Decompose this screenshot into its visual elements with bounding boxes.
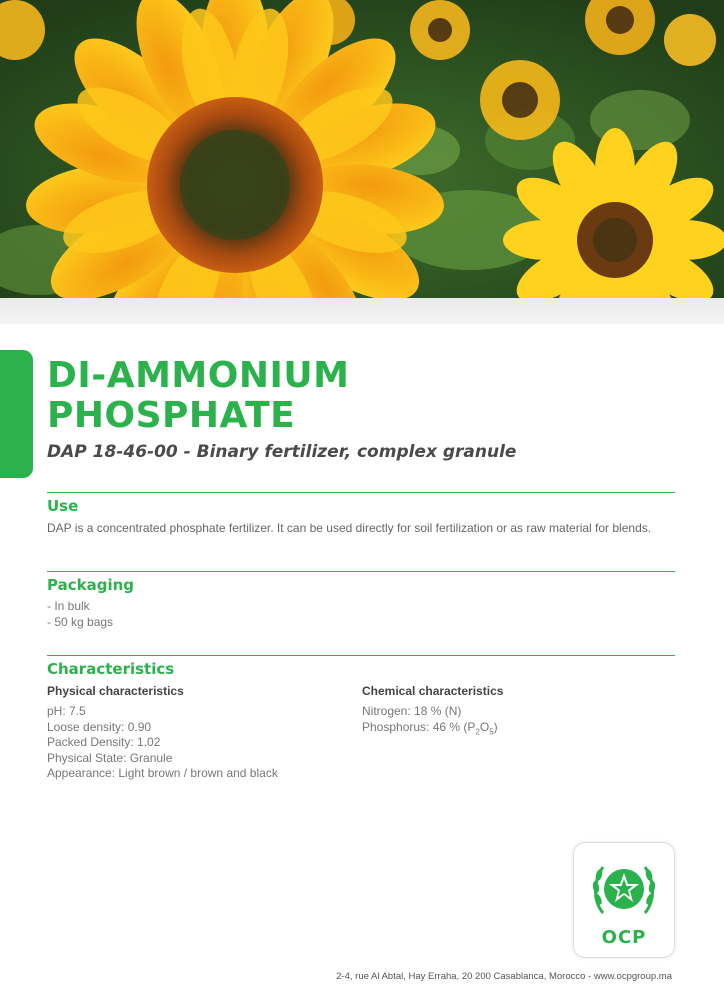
packaging-list [47,599,113,630]
physical-item: Appearance: Light brown / brown and black [47,766,278,780]
product-subtitle: DAP 18-46-00 - Binary fertilizer, complex granule [47,442,517,462]
ocp-logo [573,842,675,958]
chemical-characteristics-heading: Chemical characteristics [362,684,504,698]
phosphorus-subscript: 5 [489,726,494,736]
hero-sunflower-image [0,0,724,300]
use-heading: Use [47,497,79,515]
product-title-line1: DI-AMMONIUM [47,355,350,396]
chemical-item-phosphorus [362,720,498,740]
ocp-logo-text: OCP [601,927,647,948]
physical-characteristics-heading: Physical characteristics [47,684,184,698]
packaging-item: - 50 kg bags [47,614,114,629]
packaging-item: - In bulk [47,599,90,613]
phosphorus-label: Phosphorus: 46 % (P [362,719,476,734]
chemical-item-nitrogen: Nitrogen: 18 % (N) [362,704,462,718]
phosphorus-suffix: ) [493,719,498,734]
section-divider [47,655,675,656]
physical-characteristics-list [47,704,278,782]
physical-item: Loose density: 0.90 [47,719,152,734]
physical-item: Packed Density: 1.02 [47,735,161,749]
section-divider [47,571,675,572]
product-title [47,356,349,436]
ocp-star-wreath-icon [591,855,657,923]
phosphorus-subscript: 2 [475,726,480,736]
product-title-line2: PHOSPHATE [47,395,296,436]
characteristics-heading: Characteristics [47,660,175,678]
phosphorus-oxygen: O [479,719,490,734]
packaging-heading: Packaging [47,576,134,594]
physical-item: pH: 7.5 [47,704,86,718]
footer-address: 2-4, rue Al Abtal, Hay Erraha, 20 200 Casablanca, Morocco - www.ocpgroup.ma [336,971,672,982]
use-text: DAP is a concentrated phosphate fertilizer. It can be used directly for soil fertilization or as raw material for blends. [47,521,652,535]
chemical-characteristics-list [362,704,498,739]
hero-bottom-band [0,298,724,324]
section-divider [47,492,675,493]
physical-item: Physical State: Granule [47,750,173,765]
title-accent-tab [0,350,33,478]
